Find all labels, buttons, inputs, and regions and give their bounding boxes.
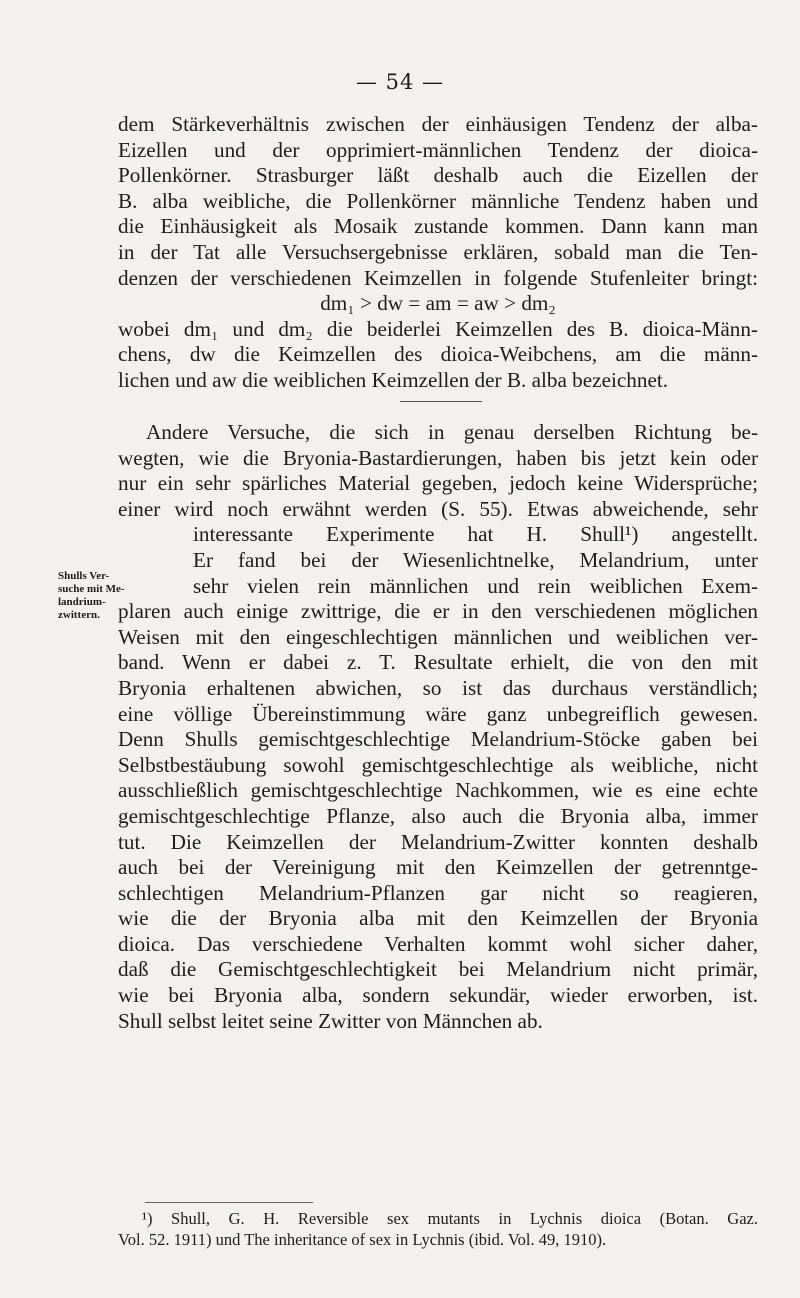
text-line: lichen und aw die weiblichen Keimzellen der B. alba bezeichnet. bbox=[118, 367, 669, 392]
text-line: B. alba weibliche, die Pollenkörner männliche Tendenz haben und bbox=[118, 188, 758, 213]
text-line: Andere Versuche, die sich in genau derselben Richtung be- bbox=[146, 420, 758, 444]
text-line: band. Wenn er dabei z. T. Resultate erhielt, die von den mit bbox=[118, 650, 758, 675]
text-line: chens, dw die Keimzellen des dioica-Weibchens, am die männ- bbox=[118, 342, 758, 367]
text-line: Denn Shulls gemischtgeschlechtige Melandrium-Stöcke gaben bei bbox=[118, 727, 758, 752]
text-line: Weisen mit den eingeschlechtigen männlichen und weiblichen ver- bbox=[118, 624, 758, 649]
text-line: sehr vielen rein männlichen und rein weiblichen Exem- bbox=[193, 573, 758, 598]
text-line: gemischtgeschlechtige Pflanze, also auch die Bryonia alba, immer bbox=[118, 803, 758, 828]
text-line: schlechtigen Melandrium-Pflanzen gar nicht so reagieren, bbox=[118, 880, 758, 905]
text-line: daß die Gemischtgeschlechtigkeit bei Melandrium nicht primär, bbox=[118, 957, 758, 982]
text-line: Selbstbestäubung sowohl gemischtgeschlechtige als weibliche, nicht bbox=[118, 752, 758, 777]
text-line: eine völlige Übereinstimmung wäre ganz unbegreiflich gewesen. bbox=[118, 701, 758, 726]
footnote-line: Vol. 52. 1911) und The inheritance of sex in Lychnis (ibid. Vol. 49, 1910). bbox=[118, 1230, 607, 1249]
text-line: dioica. Das verschiedene Verhalten kommt wohl sicher daher, bbox=[118, 931, 758, 956]
footnote-rule bbox=[145, 1202, 313, 1203]
text-line: Eizellen und der opprimiert-männlichen Tendenz der dioica- bbox=[118, 137, 758, 162]
page-number: — 54 — bbox=[355, 70, 445, 94]
text-line: plaren auch einige zwittrige, die er in den verschiedenen möglichen bbox=[118, 599, 758, 624]
text-line: auch bei der Vereinigung mit den Keimzellen der getrenntge- bbox=[118, 855, 758, 880]
text-line: wie die der Bryonia alba mit den Keimzellen der Bryonia bbox=[118, 906, 758, 931]
text-line: dem Stärkeverhältnis zwischen der einhäusigen Tendenz der alba- bbox=[118, 112, 758, 136]
formula: dm₁ > dw = am = aw > dm₂ bbox=[320, 291, 556, 316]
text-line: wie bei Bryonia alba, sondern sekundär, wieder erworben, ist. bbox=[118, 983, 758, 1008]
margin-note bbox=[58, 570, 132, 622]
text-line: Er fand bei der Wiesenlichtnelke, Melandrium, unter bbox=[193, 547, 758, 572]
margin-note-line: suche mit Me- bbox=[58, 583, 125, 595]
text-line: tut. Die Keimzellen der Melandrium-Zwitter konnten deshalb bbox=[118, 829, 758, 854]
margin-note-line: landrium- bbox=[58, 596, 106, 608]
text-line: nur ein sehr spärliches Material gegeben, jedoch keine Widersprüche; bbox=[118, 471, 758, 496]
footnote bbox=[118, 1208, 758, 1250]
section-divider bbox=[400, 401, 482, 402]
text-line: wegten, wie die Bryonia-Bastardierungen, haben bis jetzt kein oder bbox=[118, 445, 758, 470]
text-line: Shull selbst leitet seine Zwitter von Männchen ab. bbox=[118, 1008, 543, 1033]
text-line: wobei dm₁ und dm₂ die beiderlei Keimzellen des B. dioica-Männ- bbox=[118, 316, 758, 341]
margin-note-line: zwittern. bbox=[58, 609, 100, 621]
text-line: denzen der verschiedenen Keimzellen in folgende Stufenleiter bringt: bbox=[118, 265, 758, 290]
paragraph-1 bbox=[118, 112, 758, 394]
text-line: Bryonia erhaltenen abwichen, so ist das durchaus verständlich; bbox=[118, 675, 758, 700]
text-line: interessante Experimente hat H. Shull¹) angestellt. bbox=[193, 522, 758, 547]
text-line: in der Tat alle Versuchsergebnisse erklären, sobald man die Ten- bbox=[118, 239, 758, 264]
paragraph-2 bbox=[118, 420, 758, 1034]
text-line: einer wird noch erwähnt werden (S. 55). Etwas abweichende, sehr bbox=[118, 496, 758, 521]
text-line: ausschließlich gemischtgeschlechtige Nachkommen, wie es eine echte bbox=[118, 778, 758, 803]
text-line: Pollenkörner. Strasburger läßt deshalb auch die Eizellen der bbox=[118, 163, 758, 188]
footnote-line: ¹) Shull, G. H. Reversible sex mutants in Lychnis dioica (Botan. Gaz. bbox=[142, 1209, 758, 1228]
margin-note-line: Shulls Ver- bbox=[58, 570, 110, 582]
text-line: die Einhäusigkeit als Mosaik zustande kommen. Dann kann man bbox=[118, 214, 758, 239]
